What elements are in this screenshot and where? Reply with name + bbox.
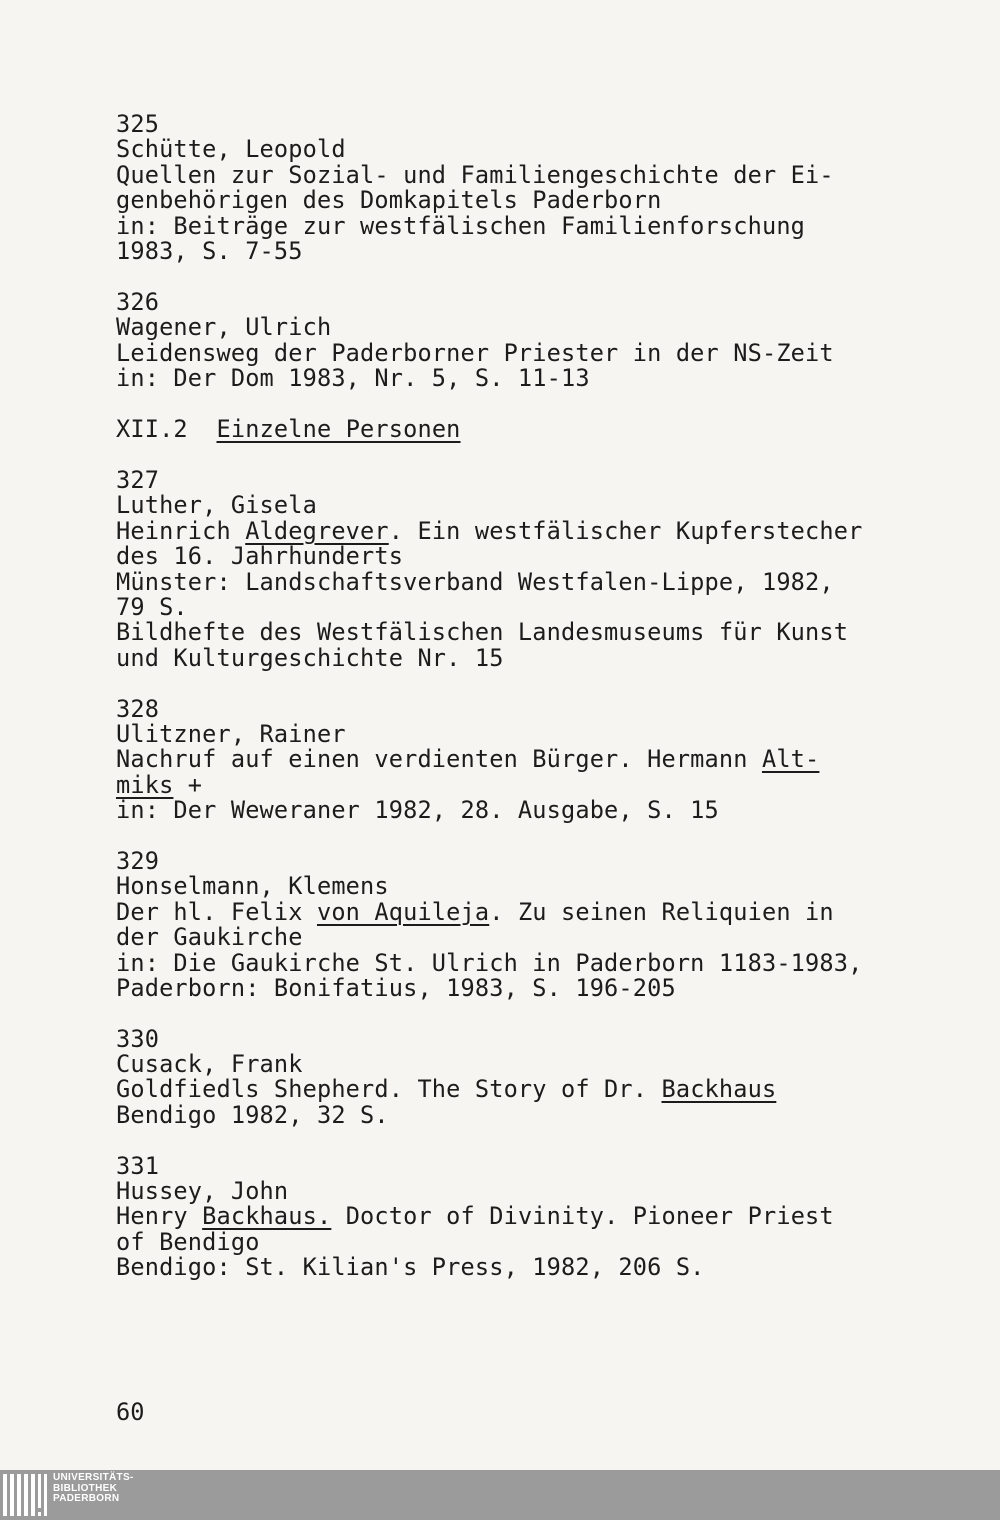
- text-segment: Goldfiedls Shepherd. The Story of Dr.: [116, 1075, 662, 1104]
- library-barcode-logo-icon: [0, 1470, 52, 1520]
- entry-327: [116, 468, 916, 671]
- entry-text-line: of Bendigo: [116, 1227, 260, 1256]
- entry-author: Hussey, John: [116, 1177, 289, 1206]
- section-number: XII.2: [116, 414, 188, 443]
- entry-326: [116, 287, 916, 392]
- entry-author: Ulitzner, Rainer: [116, 719, 346, 748]
- page-number: 60: [116, 1398, 145, 1426]
- library-name-line: BIBLIOTHEK: [53, 1482, 118, 1494]
- entry-number: 329: [116, 846, 160, 875]
- entry-text-line: Bendigo 1982, 32 S.: [116, 1100, 389, 1129]
- entry-text-line: Münster: Landschaftsverband Westfalen-Lippe, 1982,: [116, 567, 834, 596]
- entry-text-line: 1983, S. 7-55: [116, 236, 303, 265]
- underlined-name: Backhaus: [661, 1075, 777, 1104]
- entry-text-line: und Kulturgeschichte Nr. 15: [116, 643, 504, 672]
- entry-number: 325: [116, 110, 160, 138]
- entry-number: 326: [116, 287, 160, 316]
- library-name: [53, 1473, 134, 1505]
- section-heading: [116, 414, 916, 443]
- text-segment: . Zu seinen Reliquien in: [489, 897, 834, 926]
- entry-author: Cusack, Frank: [116, 1050, 303, 1079]
- entry-author: Luther, Gisela: [116, 491, 317, 520]
- underlined-name: Aldegrever: [245, 516, 389, 545]
- underlined-name: Alt-: [761, 745, 820, 774]
- underlined-name: von Aquileja: [316, 897, 490, 926]
- entry-text-line: in: Der Weweraner 1982, 28. Ausgabe, S. 15: [116, 796, 719, 825]
- library-footer-bar: [0, 1470, 1000, 1520]
- entry-text-line: [116, 1077, 916, 1102]
- section-title: Einzelne Personen: [216, 414, 461, 443]
- text-segment: Doctor of Divinity. Pioneer Priest: [331, 1202, 834, 1231]
- text-segment: Nachruf auf einen verdienten Bürger. Hermann: [116, 745, 762, 774]
- entry-text-line: genbehörigen des Domkapitels Paderborn: [116, 186, 662, 215]
- entry-text-line: [116, 897, 916, 926]
- entry-number: 330: [116, 1024, 160, 1053]
- entry-number: 327: [116, 466, 160, 495]
- entry-text-line: in: Beiträge zur westfälischen Familienforschung: [116, 211, 806, 240]
- library-name-line: UNIVERSITÄTS-: [53, 1472, 134, 1483]
- text-segment: . Ein westfälischer Kupferstecher: [388, 516, 863, 545]
- entry-text-line: Bildhefte des Westfälischen Landesmuseums für Kunst: [116, 618, 849, 647]
- entry-328: [116, 694, 916, 825]
- entry-text-line: in: Der Dom 1983, Nr. 5, S. 11-13: [116, 363, 590, 392]
- entry-text-line: Leidensweg der Paderborner Priester in der NS-Zeit: [116, 338, 834, 367]
- underlined-name: miks: [116, 770, 174, 799]
- entry-text-line: der Gaukirche: [116, 923, 303, 952]
- underlined-name: Backhaus.: [202, 1202, 332, 1231]
- entry-text-line: Quellen zur Sozial- und Familiengeschichte der Ei-: [116, 160, 834, 189]
- entry-text-line: [116, 516, 916, 545]
- entry-325: [116, 112, 916, 264]
- entry-number: 331: [116, 1151, 160, 1180]
- bibliography-page: [116, 112, 916, 1306]
- entry-number: 328: [116, 694, 160, 723]
- entry-text-line: [116, 747, 916, 772]
- entry-text-line: Paderborn: Bonifatius, 1983, S. 196-205: [116, 973, 676, 1002]
- entry-text-line: Bendigo: St. Kilian's Press, 1982, 206 S.: [116, 1253, 705, 1282]
- entry-author: Honselmann, Klemens: [116, 872, 389, 901]
- text-segment: Heinrich: [116, 516, 246, 545]
- text-segment: Der hl. Felix: [116, 897, 317, 926]
- entry-author: Wagener, Ulrich: [116, 313, 332, 342]
- entry-text-line: 79 S.: [116, 593, 188, 622]
- text-segment: Henry: [116, 1202, 203, 1231]
- entry-text-line: [116, 1204, 916, 1229]
- entry-author: Schütte, Leopold: [116, 135, 346, 164]
- entry-text-line: in: Die Gaukirche St. Ulrich in Paderborn 1183-1983,: [116, 948, 863, 977]
- entry-331: [116, 1151, 916, 1282]
- entry-text-line: [116, 770, 916, 799]
- entry-text-line: des 16. Jahrhunderts: [116, 542, 404, 571]
- entry-330: [116, 1024, 916, 1129]
- entry-329: [116, 846, 916, 1002]
- library-name-line: PADERBORN: [53, 1493, 120, 1504]
- text-segment: +: [173, 770, 203, 799]
